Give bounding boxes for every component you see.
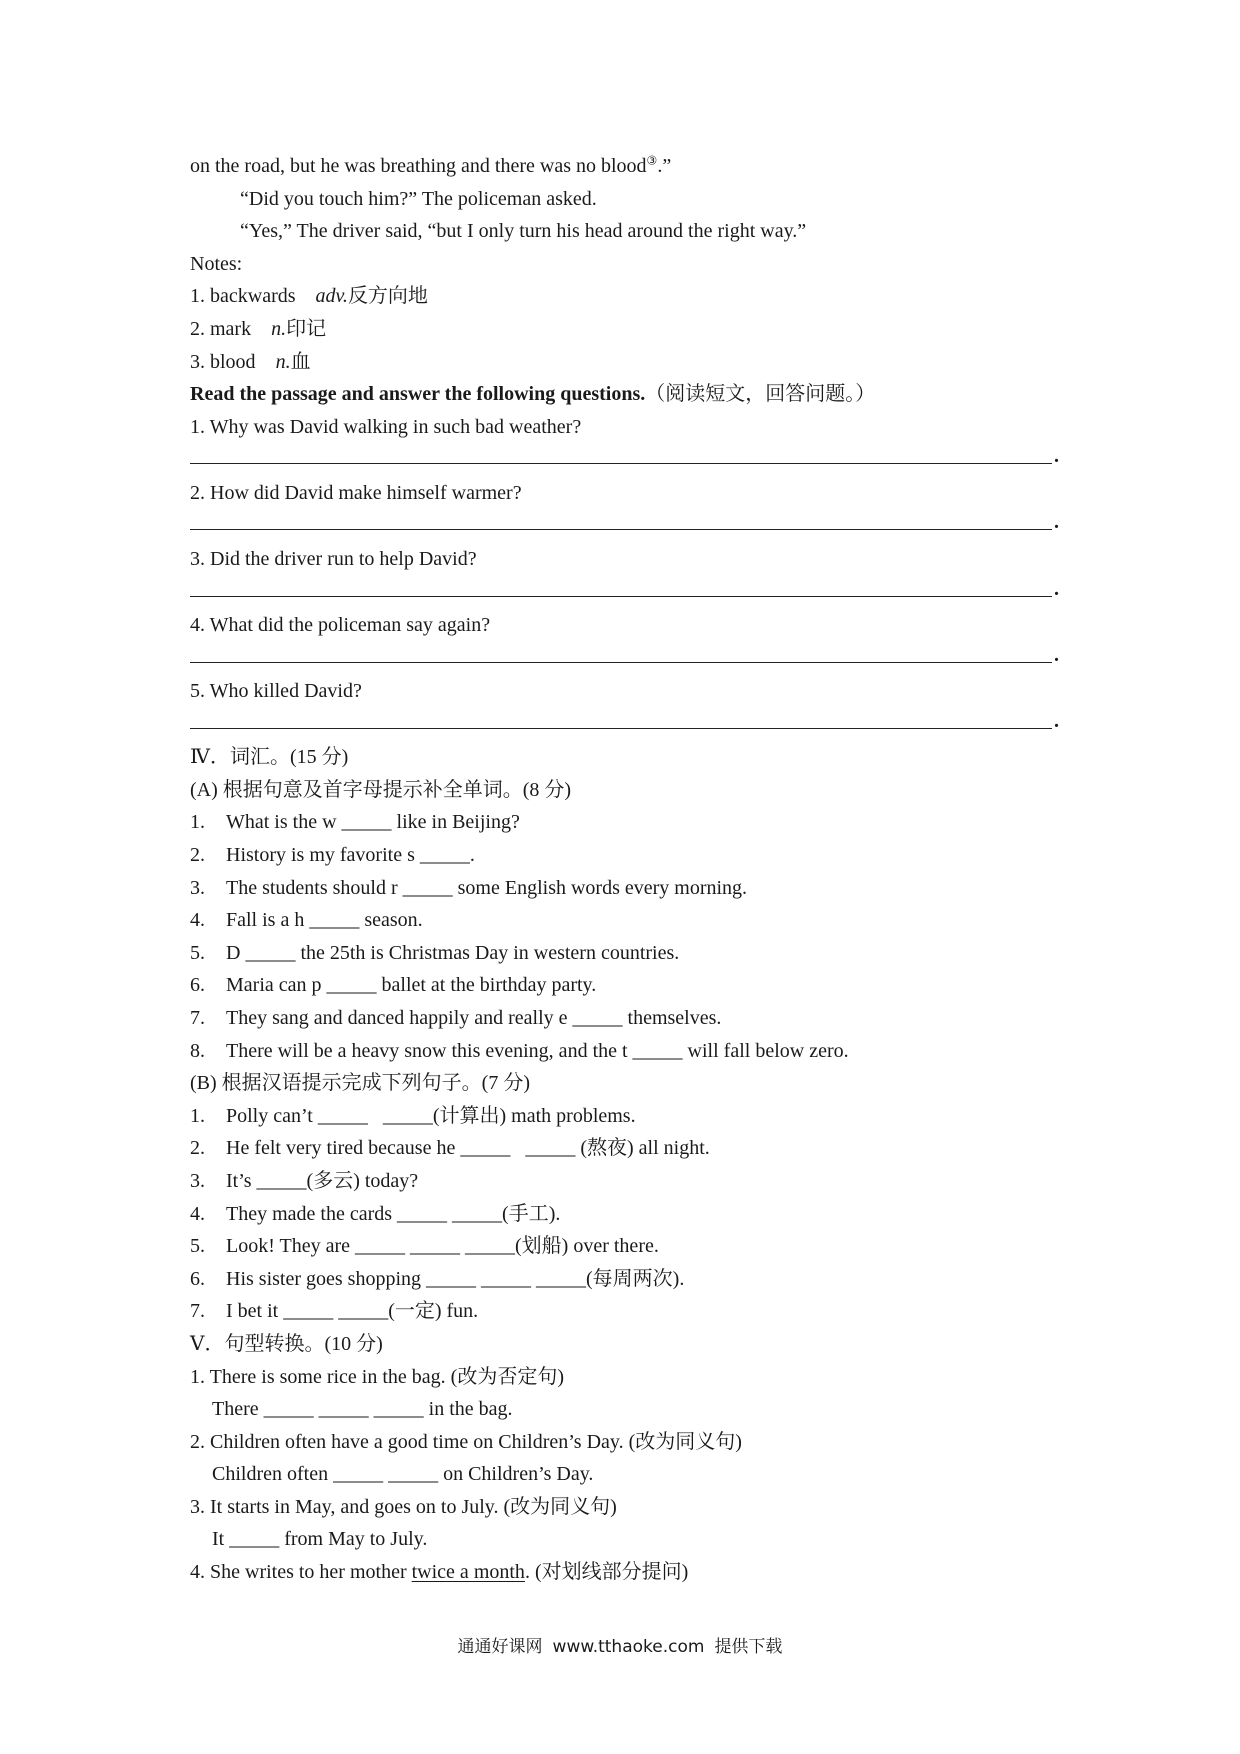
underlined-phrase: twice a month [411, 1561, 525, 1584]
notes-title: Notes: [190, 252, 243, 275]
answer-line[interactable]: . [190, 576, 1060, 610]
question: 1. Why was David walking in such bad weather? [190, 415, 582, 438]
vocab-item: 3. The students should r _____ some English words every morning. [190, 876, 748, 899]
transform-question: 2. Children often have a good time on Children’s Day. (改为同义句) [190, 1430, 742, 1453]
section-title: Ⅳ．词汇。(15 分) [190, 746, 349, 769]
vocab-item: 6. Maria can p _____ ballet at the birthday party. [190, 974, 597, 997]
passage-line: “Did you touch him?” The policeman asked. [240, 187, 597, 210]
passage-line: “Yes,” The driver said, “but I only turn his head around the right way.” [240, 220, 807, 243]
vocab-item: 2. History is my favorite s _____. [190, 844, 475, 866]
footer-suffix: 提供下载 [714, 1637, 783, 1657]
vocab-item: 8. There will be a heavy snow this evening, and the t _____ will fall below zero. [190, 1039, 849, 1062]
vocab-item: 7. They sang and danced happily and really e _____ themselves. [190, 1006, 722, 1029]
passage-text: on the road, but he was breathing and there was no blood [190, 155, 647, 177]
footer-url[interactable]: www.tthaoke.com [552, 1637, 705, 1657]
question: 3. Did the driver run to help David? [190, 547, 477, 570]
answer-line[interactable]: . [190, 509, 1060, 543]
note-item: 3. blood n.血 [190, 350, 311, 373]
footnote-mark: ③ [646, 153, 658, 168]
answer-line[interactable]: . [190, 443, 1060, 477]
page-footer [0, 1632, 1240, 1657]
translation-item: 2. He felt very tired because he _____ _____ (熬夜) all night. [190, 1137, 710, 1160]
transform-answer: Children often _____ _____ on Children’s Day. [212, 1463, 594, 1486]
note-item: 1. backwards adv.反方向地 [190, 285, 428, 308]
translation-item: 4. They made the cards _____ _____(手工). [190, 1202, 561, 1225]
vocab-item: 5. D _____ the 25th is Christmas Day in western countries. [190, 941, 680, 964]
part-title: (B) 根据汉语提示完成下列句子。(7 分) [190, 1072, 530, 1095]
section-title: Ⅴ．句型转换。(10 分) [190, 1332, 383, 1355]
question: 2. How did David make himself warmer? [190, 481, 522, 504]
transform-answer: There _____ _____ _____ in the bag. [212, 1398, 513, 1421]
reading-instruction: Read the passage and answer the following questions.（阅读短文，回答问题。） [190, 383, 876, 406]
passage-text: .” [657, 155, 672, 177]
answer-line[interactable]: . [190, 642, 1060, 676]
transform-question: 3. It starts in May, and goes on to July. (改为同义句) [190, 1495, 617, 1518]
footer-site: 通通好课网 [457, 1637, 543, 1657]
translation-item: 7. I bet it _____ _____(一定) fun. [190, 1300, 479, 1323]
translation-item: 3. It’s _____(多云) today? [190, 1169, 419, 1192]
part-title: (A) 根据句意及首字母提示补全单词。(8 分) [190, 778, 572, 801]
translation-item: 1. Polly can’t _____ _____(计算出) math problems. [190, 1104, 636, 1127]
translation-item: 5. Look! They are _____ _____ _____(划船) over there. [190, 1235, 659, 1258]
translation-item: 6. His sister goes shopping _____ _____ _____(每周两次). [190, 1267, 685, 1290]
note-item: 2. mark n.印记 [190, 317, 327, 340]
transform-answer: It _____ from May to July. [212, 1528, 428, 1551]
question: 4. What did the policeman say again? [190, 614, 491, 637]
transform-question: 4. She writes to her mother twice a month. (对划线部分提问) [190, 1561, 689, 1584]
question: 5. Who killed David? [190, 680, 362, 703]
answer-line[interactable]: . [190, 708, 1060, 742]
exam-page [190, 150, 1060, 1589]
vocab-item: 4. Fall is a h _____ season. [190, 909, 423, 932]
passage-line [190, 150, 1060, 183]
vocab-item: 1. What is the w _____ like in Beijing? [190, 811, 520, 834]
transform-question: 1. There is some rice in the bag. (改为否定句) [190, 1365, 564, 1388]
